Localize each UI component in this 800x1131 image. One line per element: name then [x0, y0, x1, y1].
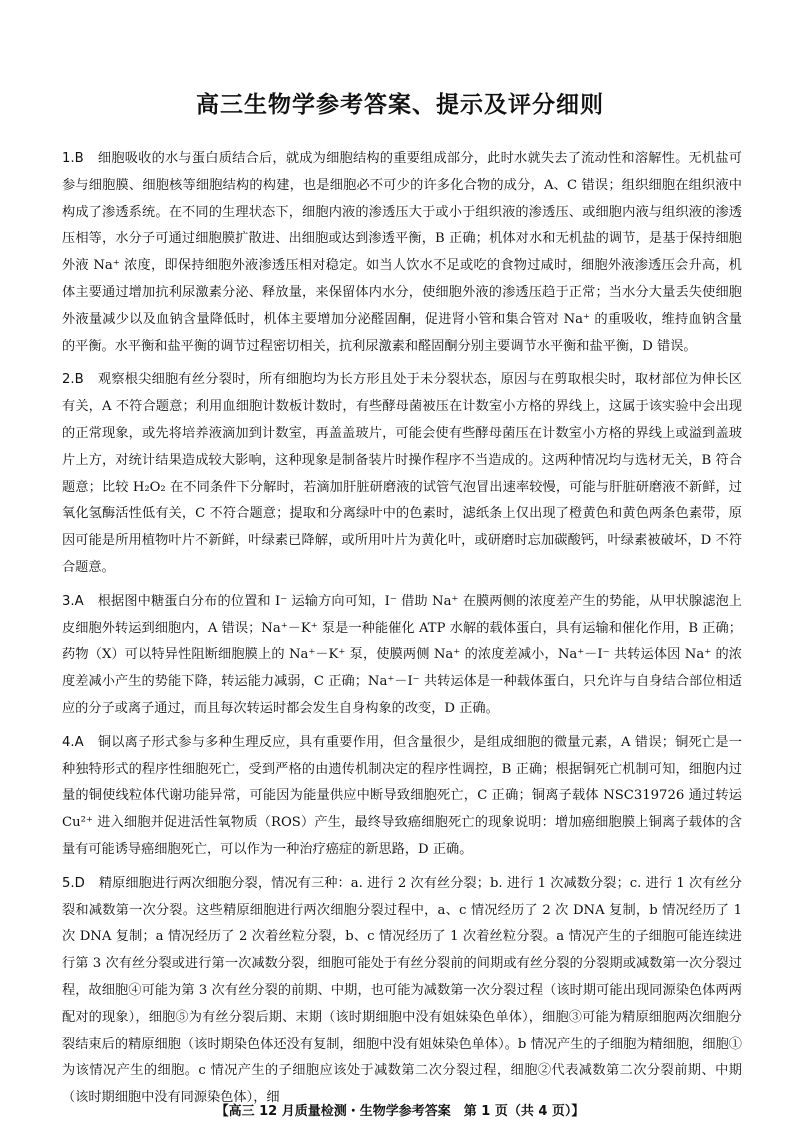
- answer-item-3: [62, 589, 742, 723]
- item-number: 3.: [62, 593, 75, 609]
- item-explanation: 细胞吸收的水与蛋白质结合后，就成为细胞结构的重要组成部分，此时水就失去了流动性和溶解性。无机盐可参与细胞膜、细胞核等细胞结构的构建，也是细胞必不可少的许多化合物的成分，A、C 错误；组织细胞在组织液中构成了渗透系统。在不同的生理状态下，细胞内液的渗透压大于或小于组织液的渗透压、或细胞内液与组织液的渗透压相等，水分子可通过细胞膜扩散进、出细胞或达到渗透平衡，B 正确；机体对水和无机盐的调节，是基于保持细胞外液 Na⁺ 浓度，即保持细胞外液渗透压相对稳定。如当人饮水不足或吃的食物过咸时，细胞外液渗透压会升高，机体主要通过增加抗利尿激素分泌、释放量，来保留体内水分，使细胞外液的渗透压趋于正常；当水分大量丢失使细胞外液量减少以及血钠含量降低时，机体主要增加分泌醛固酮，促进肾小管和集合管对 Na⁺ 的重吸收，维持血钠含量的平衡。水平衡和盐平衡的调节过程密切相关，抗利尿激素和醛固酮分别主要调节水平衡和盐平衡，D 错误。: [62, 151, 742, 354]
- answer-item-1: [62, 146, 742, 360]
- answer-item-2: [62, 367, 742, 581]
- item-number: 5.: [62, 875, 75, 891]
- item-number: 2.: [62, 372, 75, 388]
- page-footer: 【高三 12 月质量检测・生物学参考答案 第 1 页（共 4 页）】: [215, 1104, 585, 1119]
- answer-item-5: [62, 871, 742, 1112]
- item-explanation: 观察根尖细胞有丝分裂时，所有细胞均为长方形且处于未分裂状态，原因与在剪取根尖时，取材部位为伸长区有关，A 不符合题意；利用血细胞计数板计数时，有些酵母菌被压在计数室小方格的界线上，这属于该实验中会出现的正常现象，或先将培养液滴加到计数室，再盖盖玻片，可能会使有些酵母菌压在计数室小方格的界线上或溢到盖玻片上方，对统计结果造成较大影响，这种现象是制备装片时操作程序不当造成的。这两种情况均与选材无关，B 符合题意；比较 H₂O₂ 在不同条件下分解时，若滴加肝脏研磨液的试管气泡冒出速率较慢，可能与肝脏研磨液不新鲜，过氧化氢酶活性低有关，C 不符合题意；提取和分离绿叶中的色素时，滤纸条上仅出现了橙黄色和黄色两条色素带，原因可能是所用植物叶片不新鲜，叶绿素已降解，或所用叶片为黄化叶，或研磨时忘加碳酸钙，叶绿素被破坏，D 不符合题意。: [62, 372, 742, 575]
- item-explanation: 根据图中糖蛋白分布的位置和 I⁻ 运输方向可知，I⁻ 借助 Na⁺ 在膜两侧的浓度差产生的势能，从甲状腺滤泡上皮细胞外转运到细胞内，A 错误；Na⁺－K⁺ 泵是一种能催化 ATP 水解的载体蛋白，具有运输和催化作用，B 正确；药物（X）可以特异性阻断细胞膜上的 Na⁺－K⁺ 泵，使膜两侧 Na⁺ 的浓度差减小，Na⁺－I⁻ 共转运体因 Na⁺ 的浓度差减小产生的势能下降，转运能力减弱，C 正确；Na⁺－I⁻ 共转运体是一种载体蛋白，只允许与自身结合部位相适应的分子或离子通过，而且每次转运时都会发生自身构象的改变，D 正确。: [62, 593, 742, 716]
- item-answer: A: [74, 593, 84, 609]
- item-number: 1.: [62, 151, 75, 166]
- item-answer: A: [74, 734, 84, 750]
- item-explanation: 精原细胞进行两次细胞分裂，情况有三种：a. 进行 2 次有丝分裂；b. 进行 1 次减数分裂；c. 进行 1 次有丝分裂和减数第一次分裂。这些精原细胞进行两次细胞分裂过程中，a、c 情况经历了 2 次 DNA 复制，b 情况经历了 1 次 DNA 复制；a 情况经历了 2 次着丝粒分裂，b、c 情况经历了 1 次着丝粒分裂。a 情况产生的子细胞可能连续进行第 3 次有丝分裂或进行第一次减数分裂，细胞可能处于有丝分裂前的间期或有丝分裂的分裂期或减数第一次分裂过程，故细胞④可能为第 3 次有丝分裂的前期、中期，也可能为减数第一次分裂过程（该时期可能出现同源染色体两两配对的现象），细胞⑤为有丝分裂后期、末期（该时期细胞中没有姐妹染色单体），细胞③可能为精原细胞两次细胞分裂结束后的精原细胞（该时期染色体还没有复制，细胞中没有姐妹染色单体）。b 情况产生的子细胞为精细胞，细胞①为该情况产生的细胞。c 情况产生的子细胞应该处于减数第二次分裂过程，细胞②代表减数第二次分裂前期、中期（该时期细胞中没有同源染色体），细: [62, 875, 742, 1106]
- answer-item-4: [62, 730, 742, 864]
- item-number: 4.: [62, 734, 75, 750]
- page-title: 高三生物学参考答案、提示及评分细则: [196, 92, 604, 118]
- item-answer: D: [74, 875, 85, 891]
- answer-list: [62, 146, 742, 1119]
- item-answer: B: [74, 372, 84, 388]
- item-answer: B: [74, 151, 84, 166]
- item-explanation: 铜以离子形式参与多种生理反应，具有重要作用，但含量很少，是组成细胞的微量元素，A 错误；铜死亡是一种独特形式的程序性细胞死亡，受到严格的由遗传机制决定的程序性调控，B 正确；根据铜死亡机制可知，细胞内过量的铜使线粒体代谢功能异常，可能因为能量供应中断导致细胞死亡，C 正确；铜离子载体 NSC319726 通过转运 Cu²⁺ 进入细胞并促进活性氧物质（ROS）产生，最终导致癌细胞死亡的现象说明：增加癌细胞膜上铜离子载体的含量有可能诱导癌细胞死亡，可以作为一种治疗癌症的新思路，D 正确。: [62, 734, 742, 857]
